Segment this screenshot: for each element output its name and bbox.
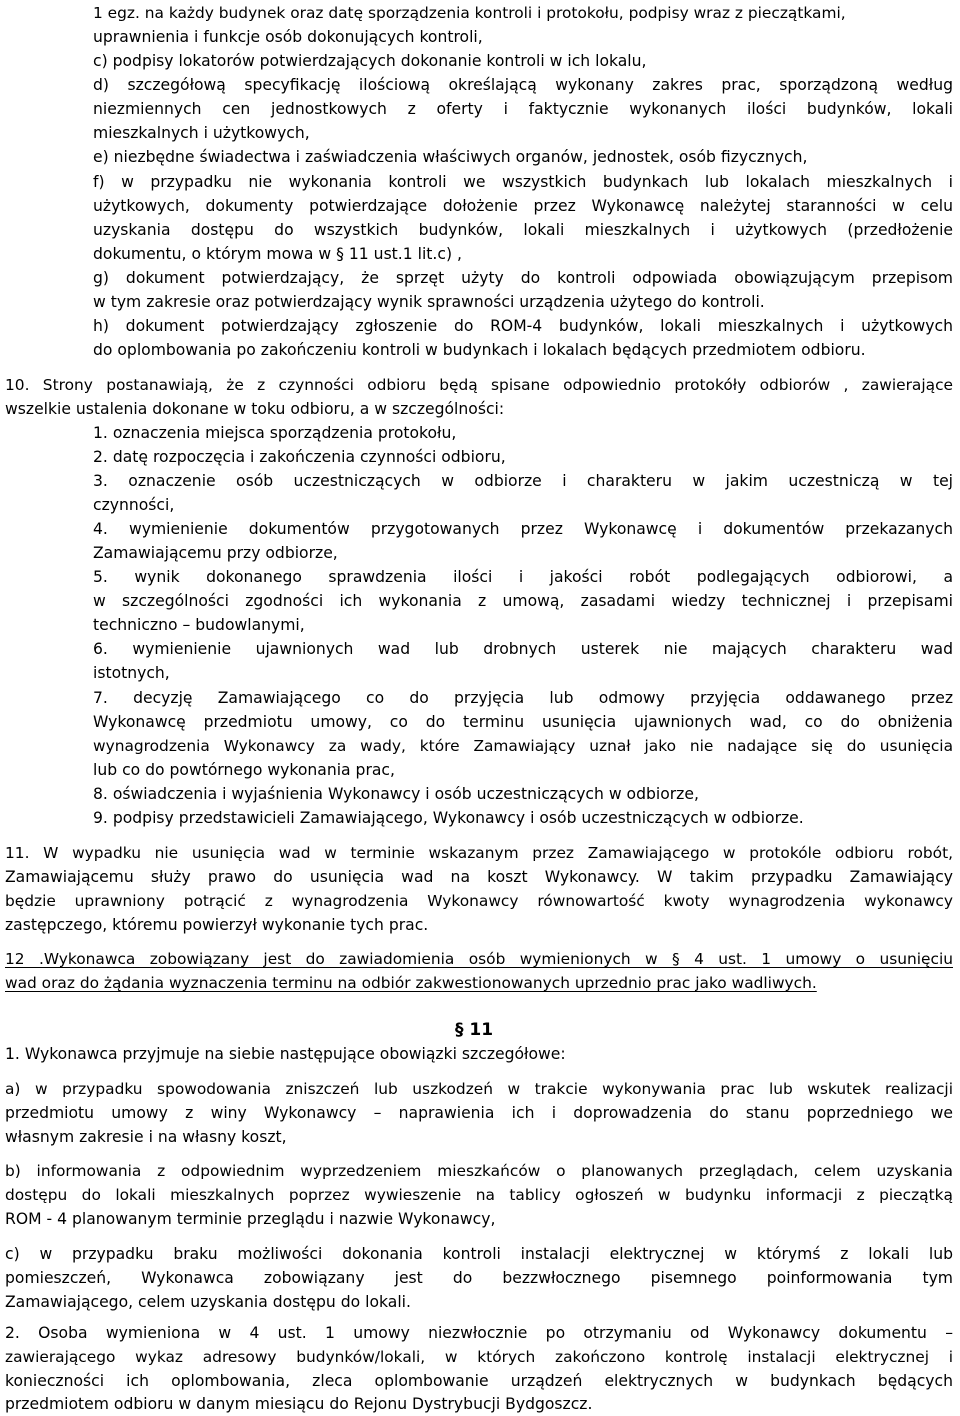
text-line: 11. W wypadku nie usunięcia wad w terminie wskazanym przez Zamawiającego w protokóle odbioru robót, (5, 844, 953, 862)
text-line: c) podpisy lokatorów potwierdzających dokonanie kontroli w ich lokalu, (93, 52, 647, 70)
text-line: uprawnienia i funkcje osób dokonujących kontroli, (93, 28, 483, 46)
text-line: 4. wymienienie dokumentów przygotowanych przez Wykonawcę i dokumentów przekazanych (93, 520, 953, 538)
text-line: 2. datę rozpoczęcia i zakończenia czynności odbioru, (93, 448, 506, 466)
text-line: f) w przypadku nie wykonania kontroli we wszystkich budynkach lub lokalach mieszkalnych i (93, 173, 953, 191)
text-line: dokumentu, o którym mowa w § 11 ust.1 lit.c) , (93, 245, 462, 263)
text-line: wszelkie ustalenia dokonane w toku odbioru, a w szczególności: (5, 400, 505, 418)
text-line: 1. Wykonawca przyjmuje na siebie następujące obowiązki szczegółowe: (5, 1045, 566, 1063)
text-line: wynagrodzenia Wykonawcy za wady, które Zamawiający uznał jako nie nadające się do usunięcia (93, 737, 953, 755)
text-line: Zamawiającemu przy odbiorze, (93, 544, 338, 562)
text-line: 12 .Wykonawca zobowiązany jest do zawiadomienia osób wymienionych w § 4 ust. 1 umowy o usunięciu (5, 950, 953, 968)
text-line: lub co do powtórnego wykonania prac, (93, 761, 395, 779)
text-line: h) dokument potwierdzający zgłoszenie do ROM-4 budynków, lokali mieszkalnych i użytkowych (93, 317, 953, 335)
text-line: 10. Strony postanawiają, że z czynności odbioru będą spisane odpowiednio protokóły odbiorów , zawierające (5, 376, 953, 394)
text-line: dostępu do lokali mieszkalnych poprzez wywieszenie na tablicy ogłoszeń w budynku informacji z pieczątką (5, 1186, 953, 1204)
text-line: ROM - 4 planowanym terminie przeglądu i nazwie Wykonawcy, (5, 1210, 496, 1228)
section-heading: § 11 (455, 1020, 494, 1040)
text-line: d) szczegółową specyfikację ilościową określającą wykonany zakres prac, sporządzoną według (93, 76, 953, 94)
text-line: mieszkalnych i użytkowych, (93, 124, 310, 142)
text-line: istotnych, (93, 664, 170, 682)
text-line: 5. wynik dokonanego sprawdzenia ilości i jakości robót podlegających odbiorowi, a (93, 568, 953, 586)
text-line: 8. oświadczenia i wyjaśnienia Wykonawcy i osób uczestniczących w odbiorze, (93, 785, 699, 803)
text-line: konieczności ich oplombowania, zleca oplombowanie urządzeń elektrycznych w budynkach będących (5, 1372, 953, 1390)
text-line: niezmiennych cen jednostkowych z oferty i faktycznie wykonanych ilości budynków, lokali (93, 100, 953, 118)
text-line: 1 egz. na każdy budynek oraz datę sporządzenia kontroli i protokołu, podpisy wraz z pieczątkami, (93, 4, 846, 22)
text-line: zawierającego wykaz adresowy budynków/lokali, w których zakończono kontrolę instalacji elektrycznej i (5, 1348, 953, 1366)
text-line: c) w przypadku braku możliwości dokonania kontroli instalacji elektrycznej w którymś z lokali lub (5, 1245, 953, 1263)
text-line: Wykonawcę przedmiotu umowy, co do terminu usunięcia ujawnionych wad, co do obniżenia (93, 713, 953, 731)
text-line: 3. oznaczenie osób uczestniczących w odbiorze i charakteru w jakim uczestniczą w tej (93, 472, 953, 490)
text-line: w tym zakresie oraz potwierdzający wynik sprawności urządzenia użytego do kontroli. (93, 293, 765, 311)
text-line: użytkowych, dokumenty potwierdzające dołożenie przez Wykonawcę należytej staranności w celu (93, 197, 953, 215)
text-line: b) informowania z odpowiednim wyprzedzeniem mieszkańców o planowanych przeglądach, celem uzyskania (5, 1162, 953, 1180)
text-line: techniczno – budowlanymi, (93, 616, 305, 634)
text-line: 7. decyzję Zamawiającego co do przyjęcia lub odmowy przyjęcia oddawanego przez (93, 689, 953, 707)
text-line: a) w przypadku spowodowania zniszczeń lub uszkodzeń w trakcie wykonywania prac lub wskutek realizacji (5, 1080, 953, 1098)
text-line: uzyskania dostępu do wszystkich budynków, lokali mieszkalnych i użytkowych (przedłożenie (93, 221, 953, 239)
text-line: będzie uprawniony potrącić z wynagrodzenia Wykonawcy równowartość kwoty wynagrodzenia wykonawcy (5, 892, 953, 910)
text-line: e) niezbędne świadectwa i zaświadczenia właściwych organów, jednostek, osób fizycznych, (93, 148, 808, 166)
text-line: w szczególności zgodności ich wykonania z umową, zasadami wiedzy technicznej i przepisami (93, 592, 953, 610)
text-line: zastępczego, któremu powierzył wykonanie tych prac. (5, 916, 429, 934)
text-line: wad oraz do żądania wyznaczenia terminu na odbiór zakwestionowanych uprzednio prac jako wadliwych. (5, 974, 817, 992)
text-line: Zamawiającemu służy prawo do usunięcia wad na koszt Wykonawcy. W takim przypadku Zamawiający (5, 868, 953, 886)
text-line: przedmiotem odbioru w danym miesiącu do Rejonu Dystrybucji Bydgoszcz. (5, 1395, 593, 1413)
text-line: 2. Osoba wymieniona w 4 ust. 1 umowy niezwłocznie po otrzymaniu od Wykonawcy dokumentu – (5, 1324, 953, 1342)
text-line: czynności, (93, 496, 175, 514)
text-line: do oplombowania po zakończeniu kontroli w budynkach i lokalach będących przedmiotem odbioru. (93, 341, 866, 359)
text-line: przedmiotu umowy z winy Wykonawcy – naprawienia ich i doprowadzenia do stanu poprzedniego we (5, 1104, 953, 1122)
text-line: 1. oznaczenia miejsca sporządzenia protokołu, (93, 424, 457, 442)
text-line: g) dokument potwierdzający, że sprzęt użyty do kontroli odpowiada obowiązującym przepisom (93, 269, 953, 287)
text-line: 9. podpisy przedstawicieli Zamawiającego, Wykonawcy i osób uczestniczących w odbiorze. (93, 809, 804, 827)
text-line: pomieszczeń, Wykonawca zobowiązany jest do bezzwłocznego pisemnego poinformowania tym (5, 1269, 953, 1287)
text-line: 6. wymienienie ujawnionych wad lub drobnych usterek nie mających charakteru wad (93, 640, 953, 658)
text-line: Zamawiającego, celem uzyskania dostępu do lokali. (5, 1293, 411, 1311)
text-line: własnym zakresie i na własny koszt, (5, 1128, 287, 1146)
